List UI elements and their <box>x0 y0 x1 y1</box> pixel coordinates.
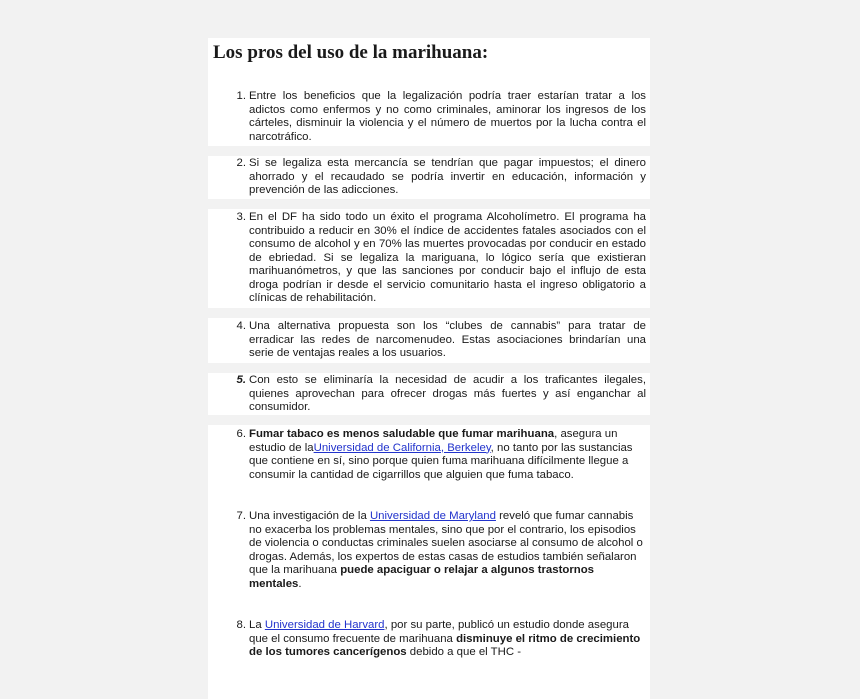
page-title: Los pros del uso de la marihuana: <box>213 42 489 63</box>
link-u-maryland[interactable]: Universidad de Maryland <box>369 510 496 522</box>
item-number: 1. <box>236 90 246 102</box>
text-run: , no tanto por las sustancias que contiene en sí, sino porque quien fuma marihuana difícilmente llegue a consumir la cantidad de cigarrillos que alguien que fuma tabaco. <box>249 441 633 481</box>
text-run: La <box>249 619 265 631</box>
item-text: Entre los beneficios que la legalización podría traer estarían tratar a los adictos como enfermos y no como criminales, aminorar los ingresos de los cárteles, disminuir la violencia y el número de muertos por la lucha contra el narcotráfico. <box>249 90 646 143</box>
item-number: 4. <box>236 320 246 332</box>
text-run: reveló que fumar cannabis no exacerba los problemas mentales, sino que por el contrario, los episodios de violencia o conductas criminales suelen asociarse al consumo de alcohol o drogas. Además, los expertos de estas casas de estudios también señalaron que la marihuana <box>249 510 643 576</box>
item-text: Si se legaliza esta mercancía se tendrían que pagar impuestos; el dinero ahorrado y el recaudado se podría invertir en educación, información y prevención de las adicciones. <box>249 157 646 196</box>
bold-phrase: puede apaciguar o relajar a algunos trastornos mentales <box>249 564 595 590</box>
item-text <box>249 619 646 660</box>
gap-divider <box>208 199 650 209</box>
text-run: Una investigación de la <box>249 510 370 522</box>
item-text <box>249 510 646 591</box>
text-run: , asegura un estudio de la <box>249 428 618 454</box>
gap-divider <box>208 415 650 425</box>
link-u-harvard[interactable]: Universidad de Harvard <box>264 619 385 631</box>
gap-divider <box>208 308 650 318</box>
item-text: Con esto se eliminaría la necesidad de acudir a los traficantes ilegales, quienes aprovechan para ofrecer drogas más fuertes y así enganchar al consumidor. <box>249 374 646 413</box>
item-number: 6. <box>236 428 246 440</box>
item-text <box>249 428 646 482</box>
text-run: debido a que el THC - <box>406 646 522 658</box>
bold-phrase: Fumar tabaco es menos saludable que fumar marihuana <box>249 428 555 440</box>
item-text: En el DF ha sido todo un éxito el programa Alcoholímetro. El programa ha contribuido a reducir en 30% el índice de accidentes fatales asociados con el consumo de alcohol y en 70% las muertes provocadas por conducir en estado de ebriedad. Si se legaliza la mariguana, lo lógico sería que existieran marihuanómetros, y que las sanciones por conducir bajo el influjo de esta droga podrían ir desde el servicio comunitario hasta el ingreso obligatorio a clínicas de rehabilitación. <box>249 211 646 304</box>
gap-divider <box>208 146 650 156</box>
document-page <box>208 38 650 699</box>
gap-divider <box>208 363 650 373</box>
link-uc-berkeley[interactable]: Universidad de California, Berkeley <box>313 441 491 454</box>
item-number: 8. <box>236 619 246 631</box>
text-run: , por su parte, publicó un estudio donde asegura que el consumo frecuente de marihuana <box>249 619 629 645</box>
item-number: 5. <box>236 374 246 386</box>
item-number: 3. <box>236 211 246 223</box>
item-number: 7. <box>236 510 246 522</box>
item-text: Una alternativa propuesta son los “clubes de cannabis” para tratar de erradicar las redes de narcomenudeo. Estas asociaciones brindarían una serie de ventajas reales a los usuarios. <box>249 320 646 359</box>
text-run: . <box>298 577 302 590</box>
item-number: 2. <box>236 157 246 169</box>
bold-phrase: disminuye el ritmo de crecimiento de los tumores cancerígenos <box>249 632 641 658</box>
